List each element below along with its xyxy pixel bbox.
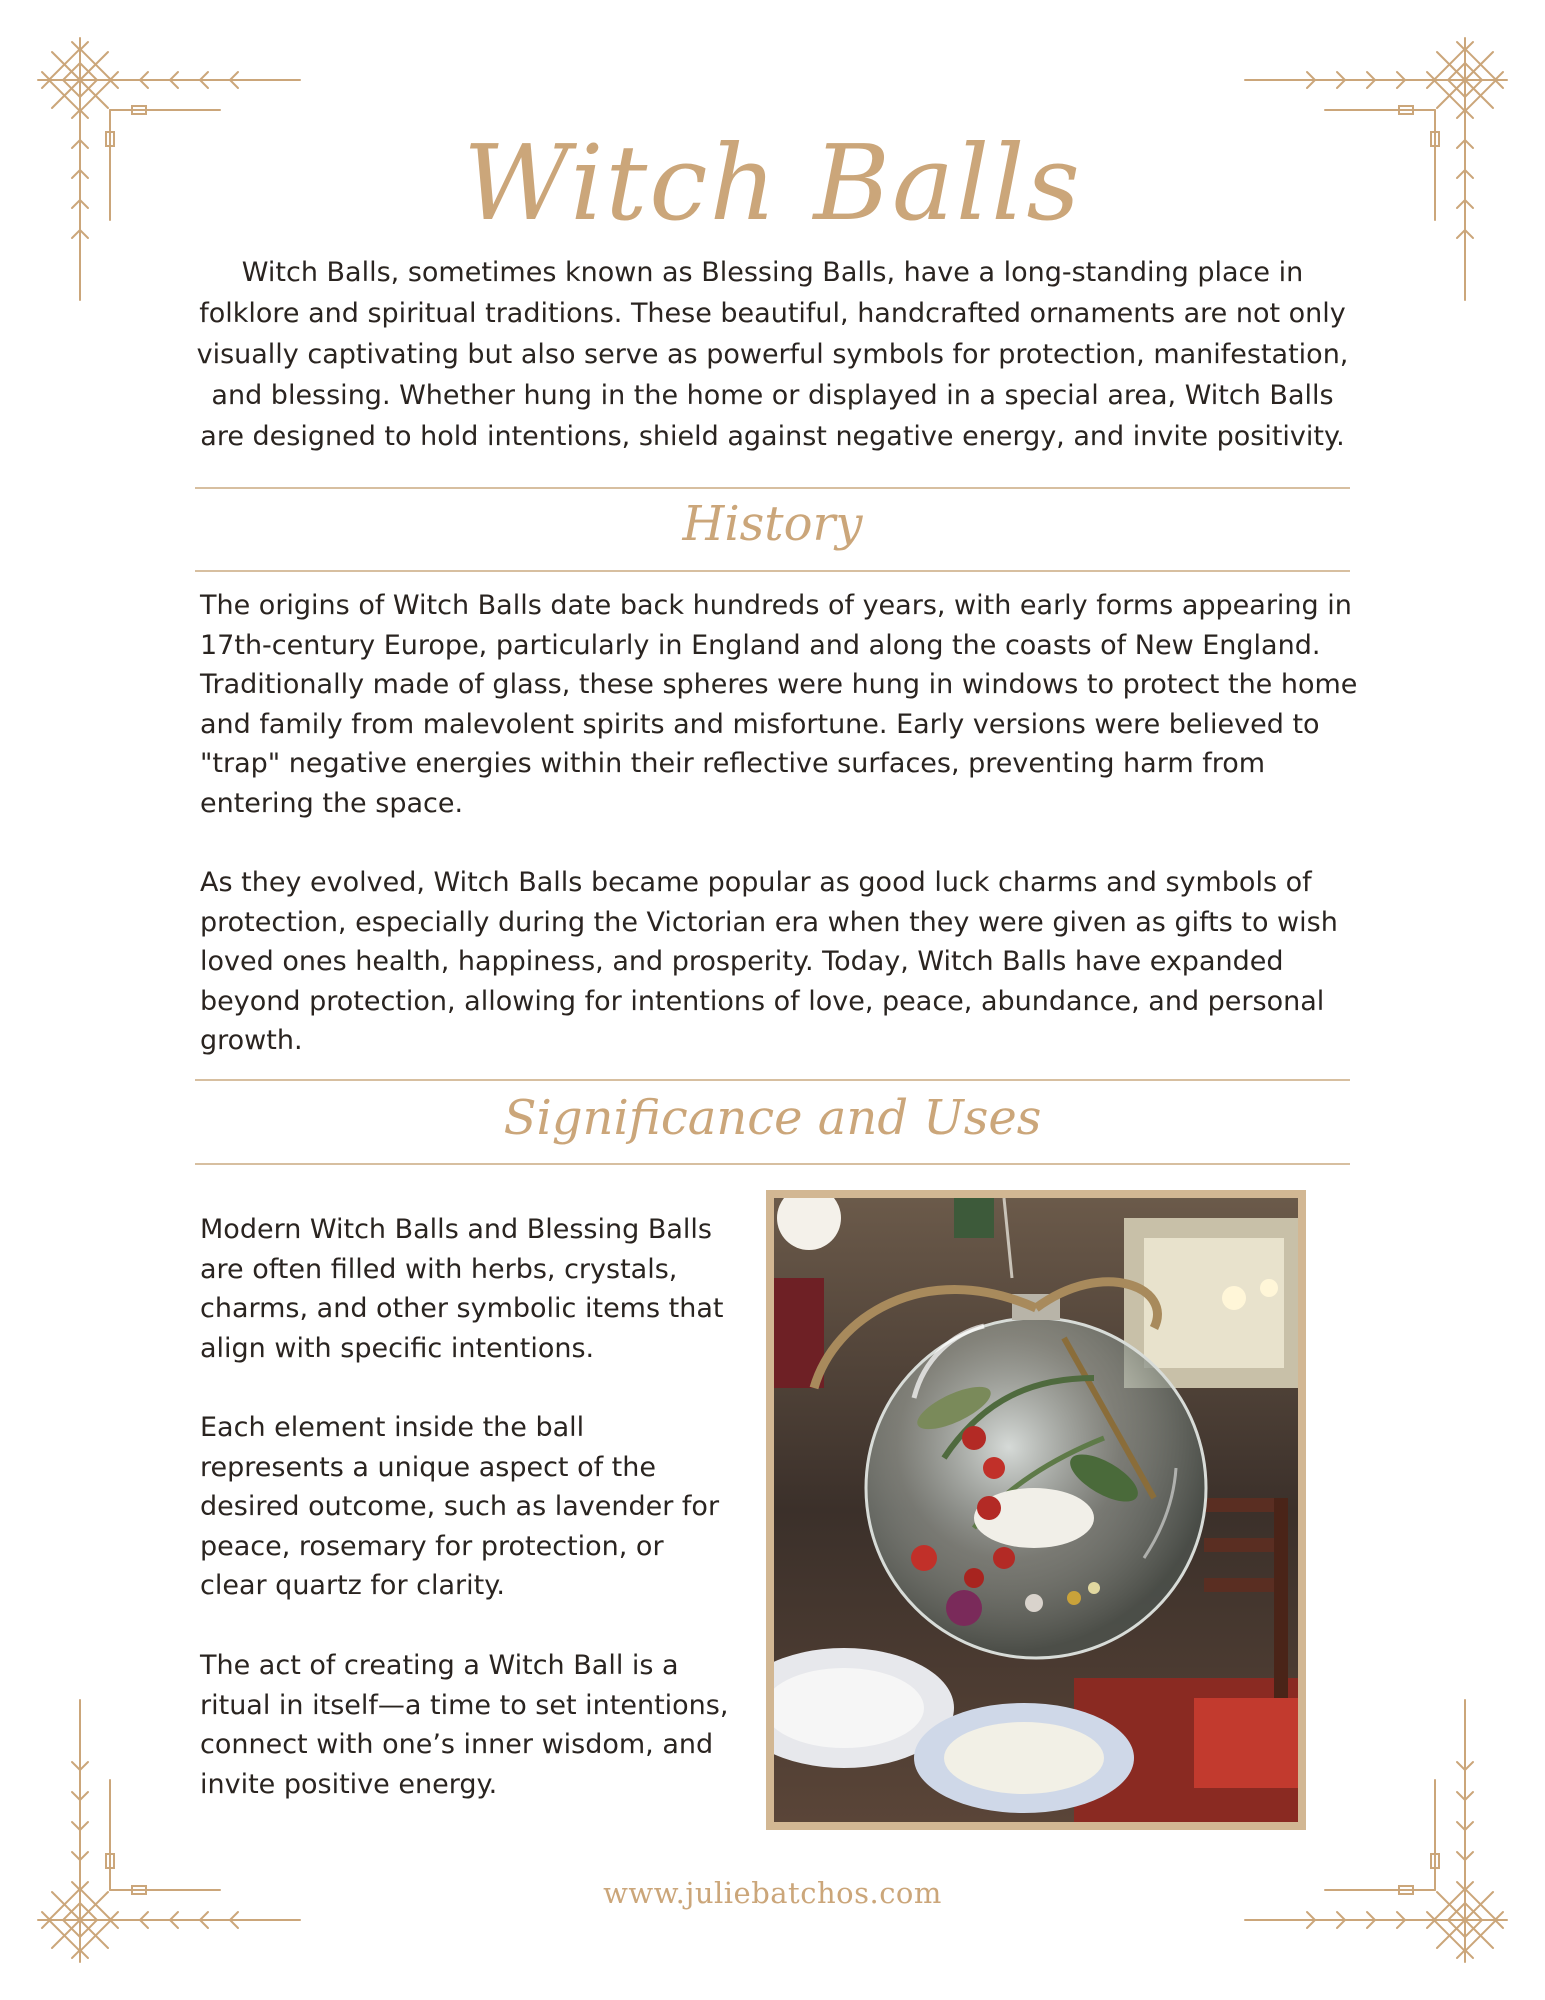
history-heading: History [682, 496, 863, 552]
history-paragraph-1: The origins of Witch Balls date back hundreds of years, with early forms appearing in 17th-century Europe, particularly in England and along the coasts of New England. Traditionally made of glass, these spheres were hung in windows to protect the home and family from malevolent spirits and misfortune. Early versions were believed to "trap" negative energies within their reflective surfaces, preventing harm from entering the space. [200, 590, 1358, 819]
divider-significance-bottom [195, 1163, 1350, 1165]
significance-heading: Significance and Uses [503, 1090, 1042, 1146]
intro-paragraph: Witch Balls, sometimes known as Blessing Balls, have a long-standing place in folklore and spiritual traditions. These beautiful, handcrafted ornaments are not only visually captivating but also serve as powerful symbols for protection, manifestation, and blessing. Whether hung in the home or displayed in a special area, Witch Balls are designed to hold intentions, shield against negative energy, and invite positivity. [196, 257, 1349, 452]
significance-paragraph-3: The act of creating a Witch Ball is a ritual in itself—a time to set intentions, connect with one’s inner wisdom, and invite positive energy. [200, 1650, 729, 1800]
page-title: Witch Balls [463, 122, 1082, 244]
significance-paragraph-1: Modern Witch Balls and Blessing Balls are often filled with herbs, crystals, charms, and other symbolic items that align with specific intentions. [200, 1214, 724, 1364]
divider-history-top [195, 487, 1350, 489]
divider-significance-top [195, 1079, 1350, 1081]
significance-paragraph-2: Each element inside the ball represents a unique aspect of the desired outcome, such as lavender for peace, rosemary for protection, or clear quartz for clarity. [200, 1412, 720, 1601]
history-paragraph-2: As they evolved, Witch Balls became popular as good luck charms and symbols of protection, especially during the Victorian era when they were given as gifts to wish loved ones health, happiness, and prosperity. Today, Witch Balls have expanded beyond protection, allowing for intentions of love, peace, abundance, and personal growth. [200, 867, 1338, 1056]
witch-ball-photo [766, 1190, 1306, 1830]
website-footer: www.juliebatchos.com [603, 1876, 942, 1910]
divider-history-bottom [195, 570, 1350, 572]
ornament-photo-image [774, 1198, 1298, 1822]
